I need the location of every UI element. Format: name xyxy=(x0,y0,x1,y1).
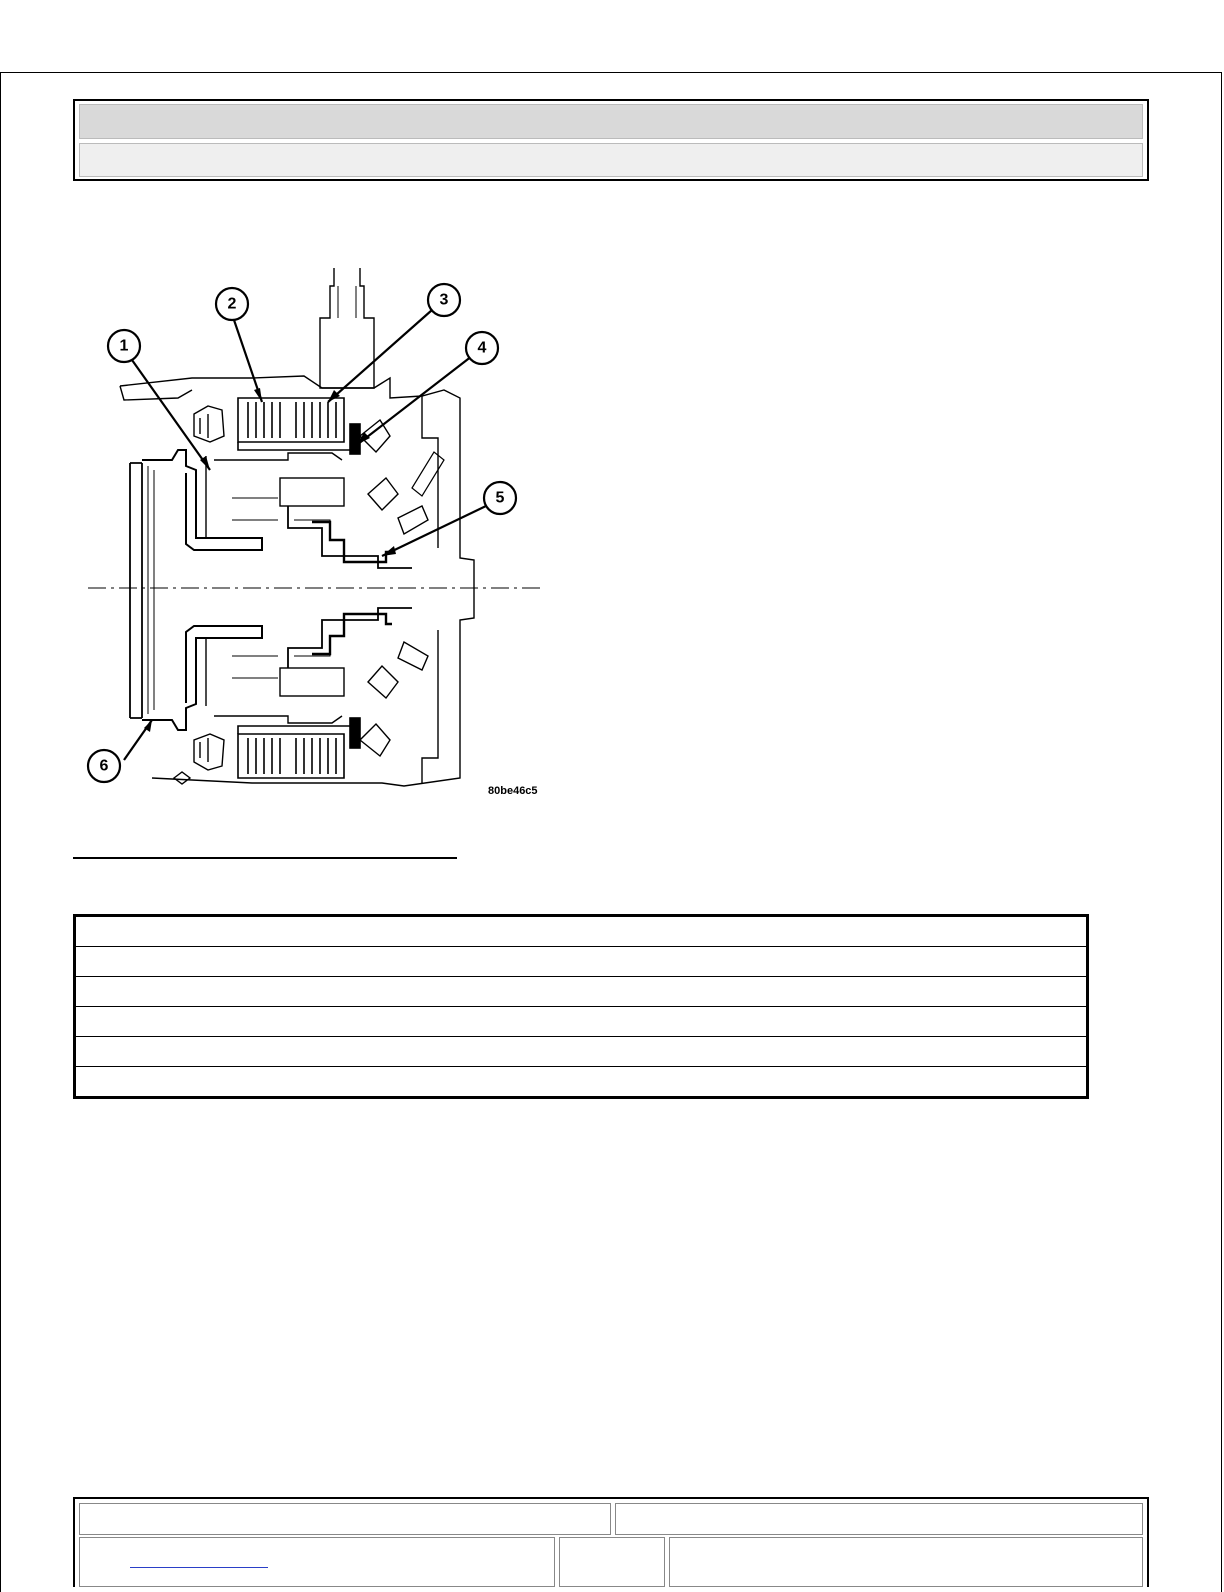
header-title-bar xyxy=(79,104,1143,139)
callout-6-label: 6 xyxy=(99,757,109,775)
table-cell xyxy=(75,1007,1088,1037)
table-row xyxy=(75,1007,1088,1037)
table-row xyxy=(75,916,1088,947)
table-cell xyxy=(75,977,1088,1007)
transfer-case-cross-section-figure xyxy=(82,238,552,812)
callout-2-label: 2 xyxy=(227,295,237,313)
document-header xyxy=(73,99,1149,181)
callout-3 xyxy=(428,284,460,316)
callout-2 xyxy=(216,288,248,320)
footer-cell-end xyxy=(669,1537,1143,1587)
table-cell xyxy=(75,916,1088,947)
table-row xyxy=(75,947,1088,977)
clutch-pack-bottom xyxy=(238,718,360,778)
section-divider xyxy=(73,857,457,859)
table-cell xyxy=(75,1067,1088,1098)
page-footer xyxy=(73,1497,1149,1587)
table-cell xyxy=(75,947,1088,977)
callout-5-label: 5 xyxy=(495,489,505,507)
figure-image-code: 80be46c5 xyxy=(488,785,538,797)
table-row xyxy=(75,977,1088,1007)
legend-table xyxy=(73,914,1089,1099)
footer-cell-middle xyxy=(559,1537,665,1587)
callout-3-label: 3 xyxy=(439,291,449,309)
table-row xyxy=(75,1067,1088,1098)
footer-link[interactable] xyxy=(130,1567,268,1568)
footer-cell-left xyxy=(79,1503,611,1535)
callout-6 xyxy=(88,750,120,782)
cross-section-drawing xyxy=(82,238,552,812)
callout-4-label: 4 xyxy=(477,339,487,357)
clutch-pack-top xyxy=(238,398,360,454)
footer-cell-right xyxy=(615,1503,1143,1535)
table-row xyxy=(75,1037,1088,1067)
header-subtitle-bar xyxy=(79,143,1143,177)
callout-1-label: 1 xyxy=(119,337,129,355)
callout-1 xyxy=(108,330,140,362)
footer-cell-link[interactable] xyxy=(79,1537,555,1587)
callout-4 xyxy=(466,332,498,364)
callout-5 xyxy=(484,482,516,514)
table-cell xyxy=(75,1037,1088,1067)
